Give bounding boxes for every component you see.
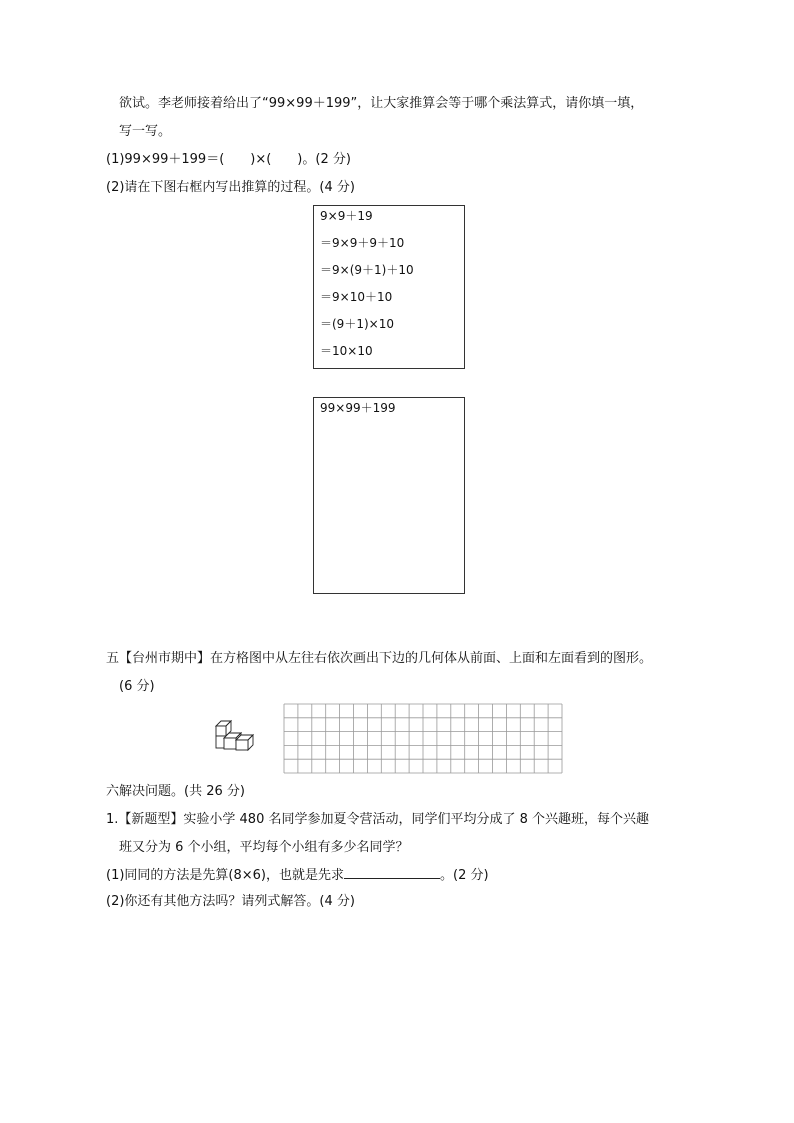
intro-line-1: 欲试。李老师接着给出了“99×99＋199”，让大家推算会等于哪个乘法算式，请你填一填， [119,96,644,111]
example-line: ＝9×(9＋1)＋10 [320,263,414,277]
section-6-title: 六解决问题。(共 26 分) [106,784,245,799]
answer-first-line: 99×99＋199 [320,401,396,415]
sub-1-prefix: (1)同同的方法是先算(8×6)，也就是先求 [106,868,344,883]
drawing-grid[interactable] [283,703,563,778]
question-2: (2)请在下图右框内写出推算的过程。(4 分) [106,180,355,195]
answer-box[interactable] [313,397,465,594]
section-5-title: 五【台州市期中】在方格图中从左往右依次画出下边的几何体从前面、上面和左面看到的图形。 [106,651,653,666]
example-line: 9×9＋19 [320,209,373,223]
problem-1-line-2: 班又分为 6 个小组，平均每个小组有多少名同学？ [119,840,409,855]
example-line: ＝9×10＋10 [320,290,393,304]
cube-stack-figure [212,716,260,756]
example-line: ＝10×10 [320,344,373,358]
section-5-points: (6 分) [119,679,155,694]
example-box [313,205,465,369]
question-1: (1)99×99＋199＝( )×( )。(2 分) [106,152,351,167]
problem-1-line-1: 1.【新题型】实验小学 480 名同学参加夏令营活动，同学们平均分成了 8 个兴趣班，每个兴趣 [106,812,650,827]
answer-blank[interactable] [344,866,440,879]
intro-line-2: 写一写。 [119,124,172,139]
problem-1-sub-2: (2)你还有其他方法吗？请列式解答。(4 分) [106,894,355,909]
example-line: ＝(9＋1)×10 [320,317,394,331]
problem-1-sub-1 [106,866,489,884]
example-line: ＝9×9＋9＋10 [320,236,405,250]
sub-1-suffix: 。(2 分) [440,868,489,883]
